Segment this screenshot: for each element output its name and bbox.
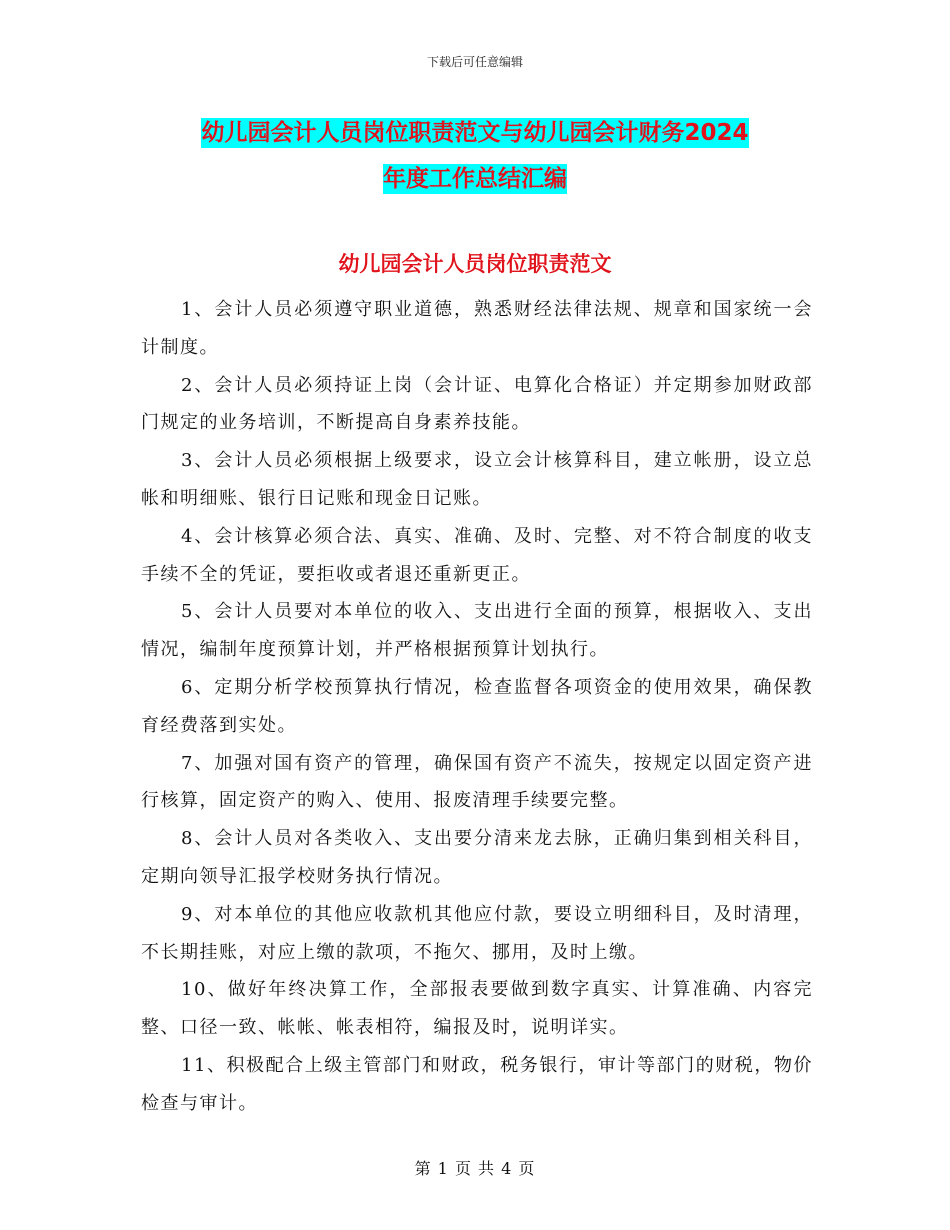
paragraph-8: 8、会计人员对各类收入、支出要分清来龙去脉，正确归集到相关科目，定期向领导汇报学校财务执行情况。 (141, 828, 813, 887)
page-footer: 第 1 页 共 4 页 (414, 1159, 536, 1178)
paragraph-4: 4、会计核算必须合法、真实、准确、及时、完整、对不符合制度的收支手续不全的凭证，要拒收或者退还重新更正。 (141, 525, 813, 585)
paragraph-6: 6、定期分析学校预算执行情况，检查监督各项资金的使用效果，确保教育经费落到实处。 (141, 676, 813, 736)
document-title (0, 110, 950, 202)
paragraph-1: 1、会计人员必须遵守职业道德，熟悉财经法律法规、规章和国家统一会计制度。 (141, 299, 813, 358)
paragraph-5: 5、会计人员要对本单位的收入、支出进行全面的预算，根据收入、支出情况，编制年度预算计划，并严格根据预算计划执行。 (141, 601, 813, 661)
paragraph-10: 10、做好年终决算工作，全部报表要做到数字真实、计算准确、内容完整、口径一致、帐帐、帐表相符，编报及时，说明详实。 (141, 979, 813, 1039)
paragraph-11: 11、积极配合上级主管部门和财政，税务银行，审计等部门的财税，物价检查与审计。 (141, 1054, 813, 1114)
header-note: 下载后可任意编辑 (426, 55, 523, 69)
paragraph-9: 9、对本单位的其他应收款机其他应付款，要设立明细科目，及时清理，不长期挂账，对应上缴的款项，不拖欠、挪用，及时上缴。 (141, 903, 813, 963)
title-line-1: 幼儿园会计人员岗位职责范文与幼儿园会计财务2024 (201, 120, 749, 146)
paragraph-7: 7、加强对国有资产的管理，确保国有资产不流失，按规定以固定资产进行核算，固定资产的购入、使用、报废清理手续要完整。 (141, 752, 813, 812)
body-content (141, 291, 813, 1123)
section-heading: 幼儿园会计人员岗位职责范文 (338, 252, 612, 276)
title-line-2: 年度工作总结汇编 (383, 166, 567, 192)
paragraph-3: 3、会计人员必须根据上级要求，设立会计核算科目，建立帐册，设立总帐和明细账、银行日记账和现金日记账。 (141, 450, 813, 509)
paragraph-2: 2、会计人员必须持证上岗（会计证、电算化合格证）并定期参加财政部门规定的业务培训，不断提高自身素养技能。 (141, 374, 813, 434)
